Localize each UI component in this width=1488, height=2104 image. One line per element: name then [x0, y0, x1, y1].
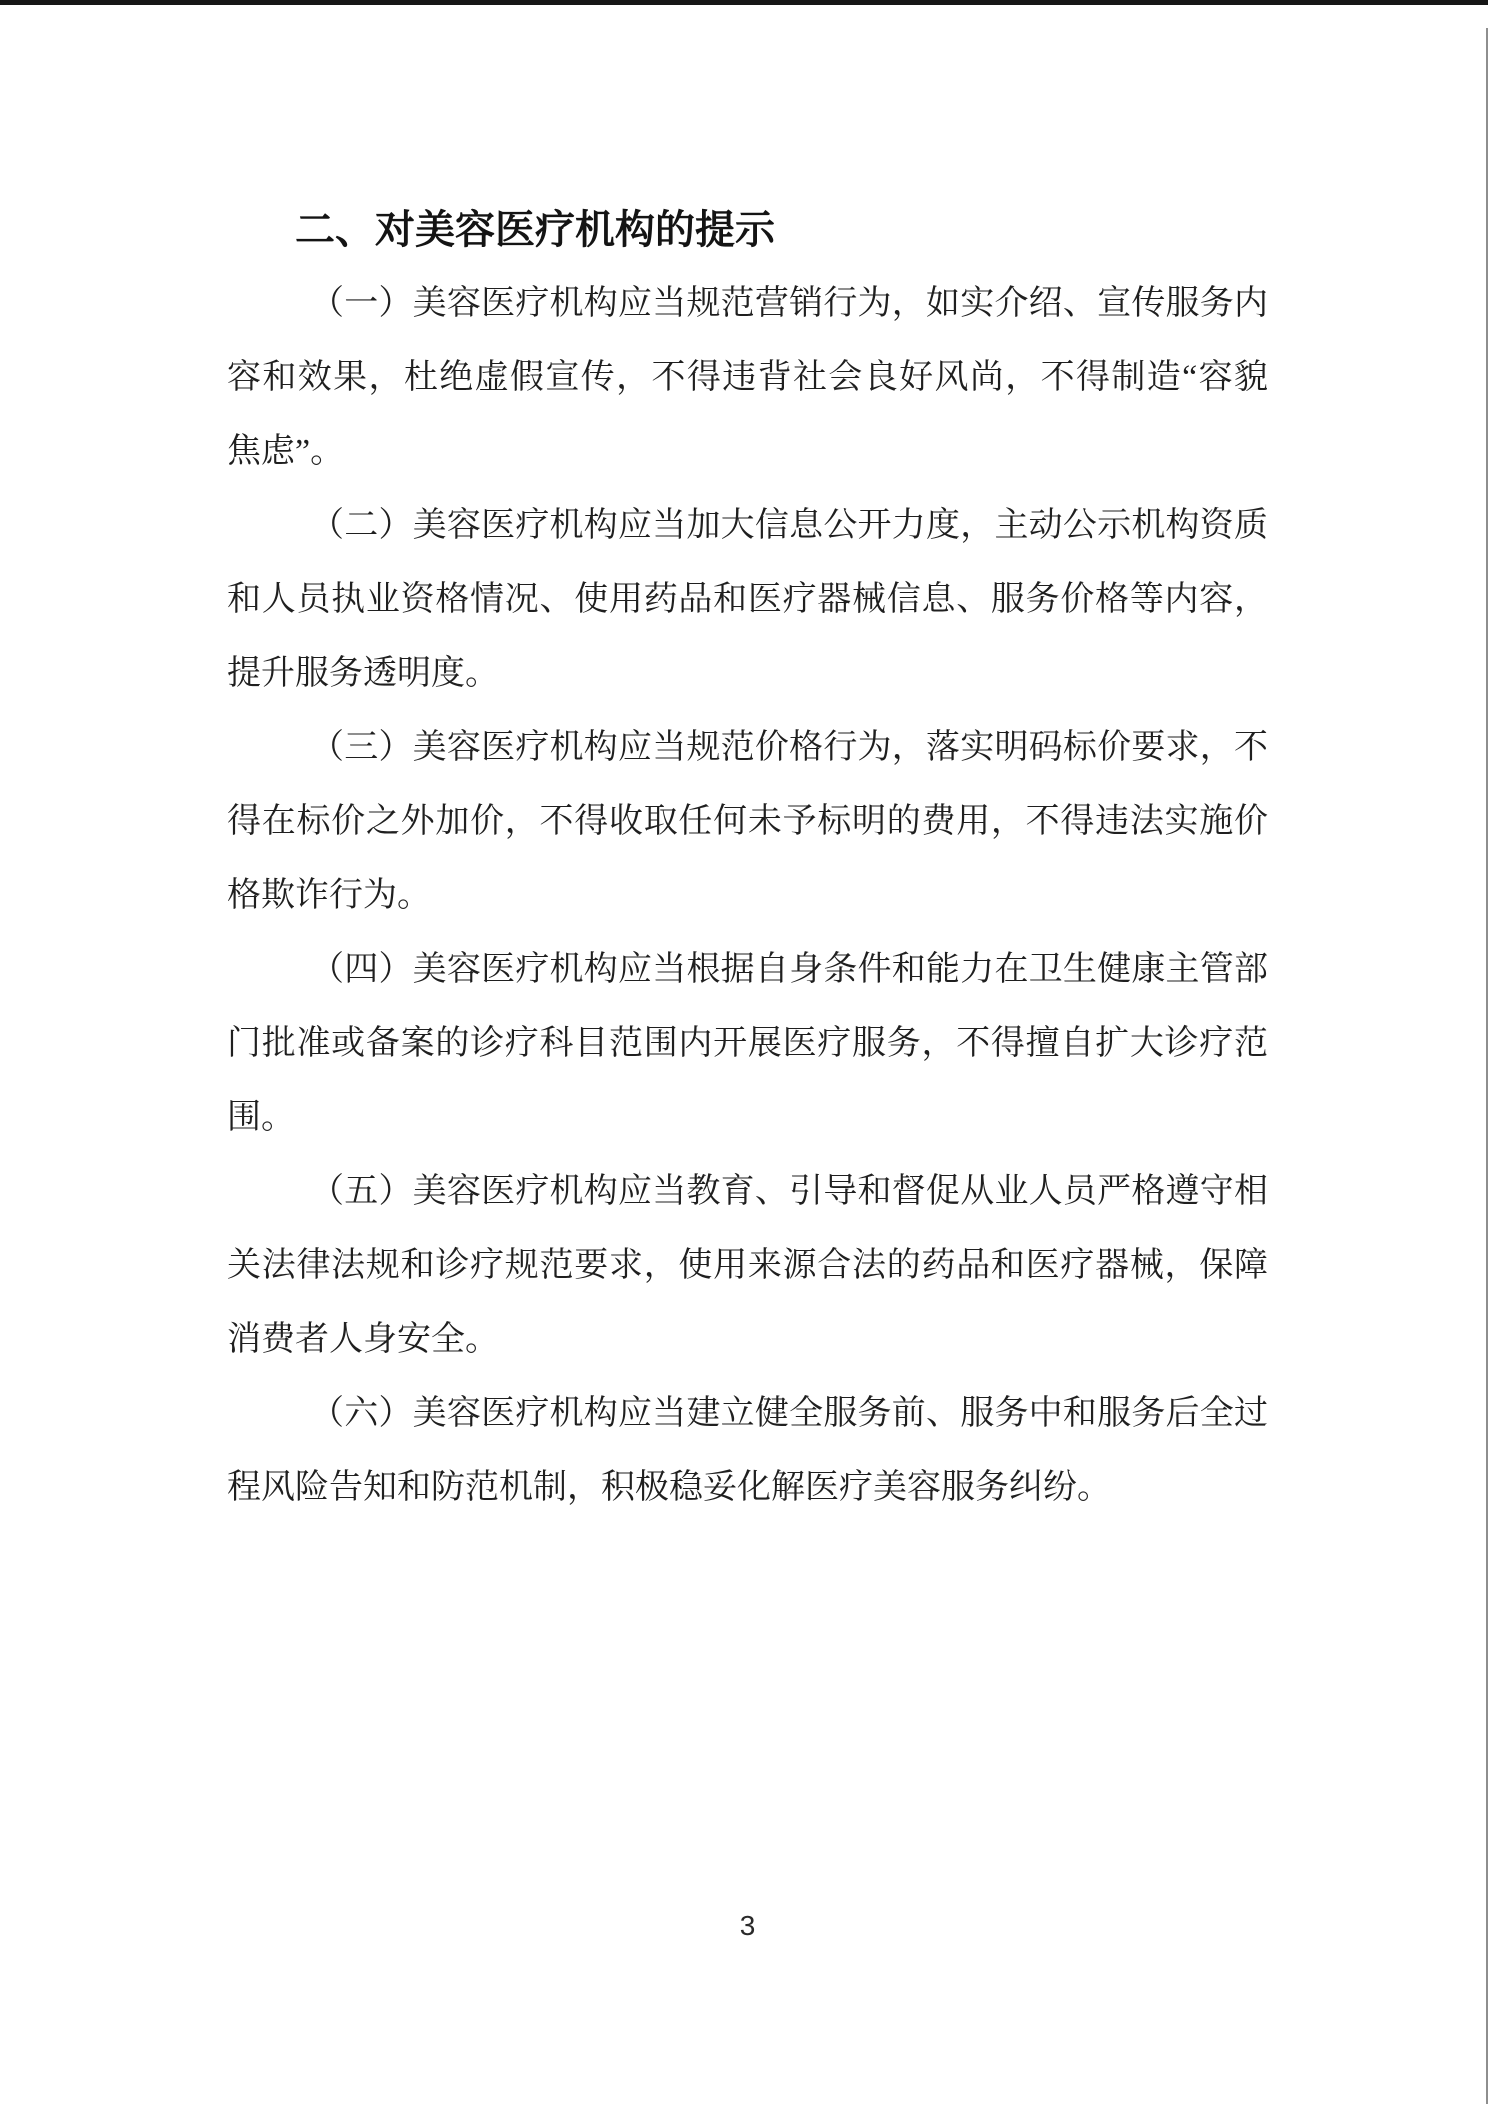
paragraph-line: （二）美容医疗机构应当加大信息公开力度，主动公示机构资质 — [310, 507, 1268, 544]
paragraph-line: 和人员执业资格情况、使用药品和医疗器械信息、服务价格等内容， — [227, 581, 1268, 618]
paragraph-line: 门批准或备案的诊疗科目范围内开展医疗服务，不得擅自扩大诊疗范 — [227, 1025, 1268, 1062]
paragraph-line: （三）美容医疗机构应当规范价格行为，落实明码标价要求，不 — [310, 729, 1268, 766]
paragraph-line: 得在标价之外加价，不得收取任何未予标明的费用，不得违法实施价 — [227, 803, 1268, 840]
paragraph-line: 格欺诈行为。 — [227, 877, 431, 914]
scan-edge-top — [0, 0, 1488, 5]
paragraph-line: （一）美容医疗机构应当规范营销行为，如实介绍、宣传服务内 — [310, 285, 1268, 322]
paragraph-line: （四）美容医疗机构应当根据自身条件和能力在卫生健康主管部 — [310, 951, 1268, 988]
paragraph-line: 围。 — [227, 1099, 295, 1136]
paragraph-line: 容和效果，杜绝虚假宣传，不得违背社会良好风尚，不得制造“容貌 — [227, 359, 1268, 396]
paragraph-line: 提升服务透明度。 — [227, 655, 499, 692]
paragraph-line: 消费者人身安全。 — [227, 1321, 499, 1358]
paragraph-line: 程风险告知和防范机制，积极稳妥化解医疗美容服务纠纷。 — [227, 1469, 1111, 1506]
paragraph-line: （五）美容医疗机构应当教育、引导和督促从业人员严格遵守相 — [310, 1173, 1268, 1210]
paragraph-line: 关法律法规和诊疗规范要求，使用来源合法的药品和医疗器械，保障 — [227, 1247, 1268, 1284]
paragraph-line: 焦虑”。 — [227, 433, 345, 470]
document-body — [227, 193, 1268, 1525]
page-number: 3 — [739, 1910, 756, 1941]
section-heading: 二、对美容医疗机构的提示 — [295, 208, 775, 252]
paragraph-line: （六）美容医疗机构应当建立健全服务前、服务中和服务后全过 — [310, 1395, 1268, 1432]
